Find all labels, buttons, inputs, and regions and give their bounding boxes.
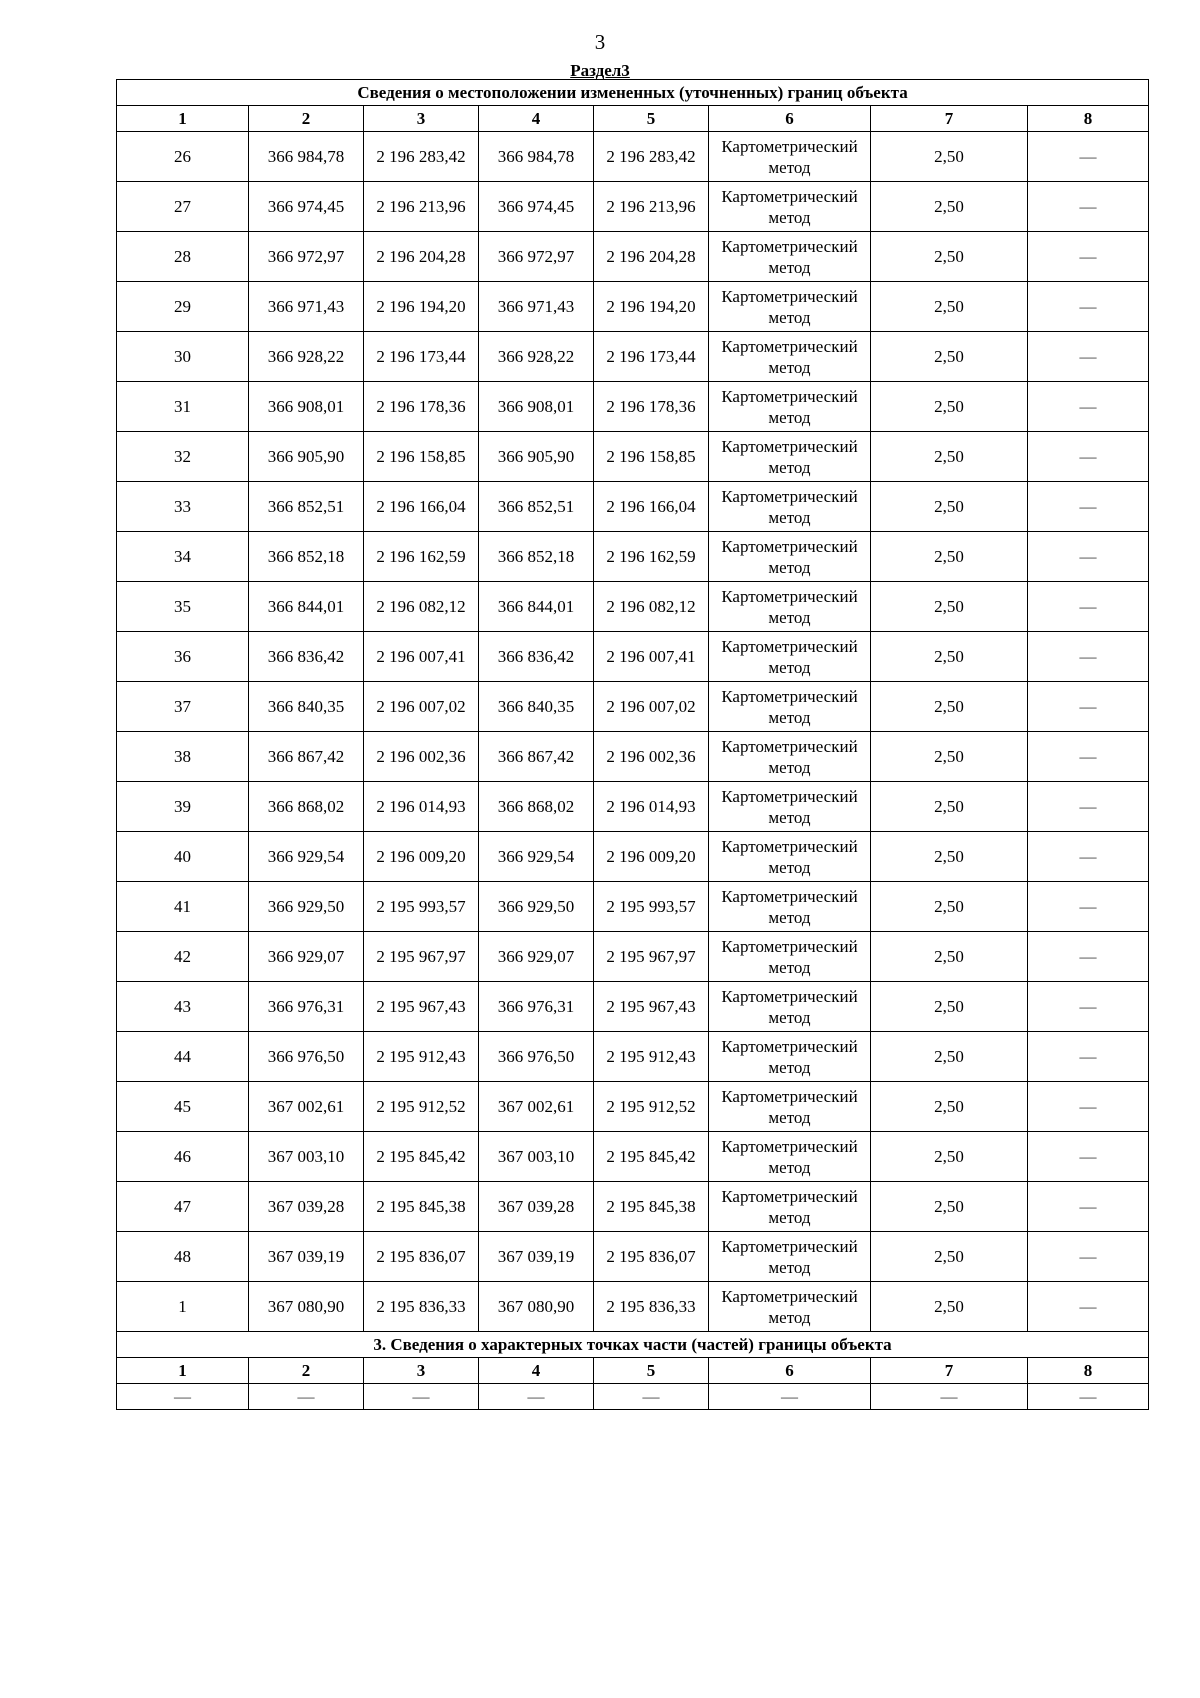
table-cell-col5: 2 195 993,57 [594,882,709,932]
table-cell-col8: — [1028,1384,1149,1410]
table-cell-col1: 33 [117,482,249,532]
table-cell-col6: Картометрический метод [709,1232,871,1282]
table-cell-col2: 366 971,43 [249,282,364,332]
table-cell-col4: 366 868,02 [479,782,594,832]
table-cell-col5: 2 195 912,52 [594,1082,709,1132]
table-cell-col8: — [1028,582,1149,632]
table-cell-col5: 2 196 082,12 [594,582,709,632]
table-cell-col6: Картометрический метод [709,832,871,882]
table-cell-col2: 366 908,01 [249,382,364,432]
table-cell-col3: 2 195 912,52 [364,1082,479,1132]
table-cell-col4: 4 [479,106,594,132]
table-row [117,1032,1149,1082]
table-cell-col4: 367 003,10 [479,1132,594,1182]
table-cell-col6: Картометрический метод [709,1082,871,1132]
table-cell-col4: 366 971,43 [479,282,594,332]
table-cell-col1: 40 [117,832,249,882]
table-cell-col1: 37 [117,682,249,732]
table-cell-col4: 366 929,07 [479,932,594,982]
table-cell-col4: 366 908,01 [479,382,594,432]
table-cell-col1: 48 [117,1232,249,1282]
table-cell-col3: 2 196 213,96 [364,182,479,232]
table-cell-col2: 366 840,35 [249,682,364,732]
table-cell-col8: — [1028,132,1149,182]
table-cell-col5: 2 195 836,33 [594,1282,709,1332]
table-cell-col2: 366 929,50 [249,882,364,932]
table-cell-col8: — [1028,182,1149,232]
table2-column-numbers-row [117,1358,1149,1384]
table-cell-col8: — [1028,532,1149,582]
table-cell-col7: 2,50 [871,182,1028,232]
table-cell-col1: 32 [117,432,249,482]
table-cell-col2: 366 905,90 [249,432,364,482]
table-row [117,1182,1149,1232]
table-cell-col3: 2 196 194,20 [364,282,479,332]
table-cell-col8: — [1028,1032,1149,1082]
table-cell-col3: 2 195 912,43 [364,1032,479,1082]
table-row [117,1384,1149,1410]
table-row [117,632,1149,682]
table-cell-col7: 2,50 [871,382,1028,432]
table-cell-col1: 46 [117,1132,249,1182]
table-cell-col2: 366 929,07 [249,932,364,982]
table1-caption-row [117,80,1149,106]
table-cell-col2: 366 852,51 [249,482,364,532]
table-cell-col4: 366 974,45 [479,182,594,232]
table-cell-col5: 5 [594,106,709,132]
table-cell-col6: Картометрический метод [709,1282,871,1332]
table-cell-col5: — [594,1384,709,1410]
section-title: Раздел3 [570,61,630,80]
table-cell-col4: 366 929,54 [479,832,594,882]
table-cell-col5: 2 195 912,43 [594,1032,709,1082]
table-cell-col8: — [1028,1232,1149,1282]
table-cell-col4: 366 852,51 [479,482,594,532]
table-cell-col3: 2 195 836,33 [364,1282,479,1332]
table-cell-col4: 367 039,28 [479,1182,594,1232]
table-cell-col6: Картометрический метод [709,532,871,582]
table-cell-col1: 42 [117,932,249,982]
table-cell-col1: 29 [117,282,249,332]
table-row [117,932,1149,982]
table-row [117,132,1149,182]
table-cell-col5: 2 196 007,41 [594,632,709,682]
table-cell-col3: 2 195 993,57 [364,882,479,932]
table-cell-col6: Картометрический метод [709,332,871,382]
table2-caption-row [117,1332,1149,1358]
table-cell-col2: 366 868,02 [249,782,364,832]
table-cell-col5: 2 195 845,42 [594,1132,709,1182]
table-row [117,732,1149,782]
table-cell-col1: 43 [117,982,249,1032]
table-cell-col8: — [1028,882,1149,932]
table-cell-col8: — [1028,832,1149,882]
table-cell-col1: 34 [117,532,249,582]
table-cell-col5: 2 196 007,02 [594,682,709,732]
table-cell-col6: — [709,1384,871,1410]
table-cell-col6: Картометрический метод [709,1182,871,1232]
table-cell-col2: 366 836,42 [249,632,364,682]
table-row [117,1082,1149,1132]
table-cell-col5: 2 195 836,07 [594,1232,709,1282]
table-cell-col7: 2,50 [871,282,1028,332]
table-cell-col4: 366 905,90 [479,432,594,482]
table-row [117,982,1149,1032]
table-cell-col1: 45 [117,1082,249,1132]
table-cell-col4: 366 844,01 [479,582,594,632]
table-row [117,882,1149,932]
table-cell-col4: 366 972,97 [479,232,594,282]
table-cell-col5: 2 196 009,20 [594,832,709,882]
table-cell-col5: 2 196 158,85 [594,432,709,482]
table-cell-col1: 28 [117,232,249,282]
table-row [117,1132,1149,1182]
table-cell-col7: 2,50 [871,1132,1028,1182]
table1-column-numbers-row [117,106,1149,132]
table-cell-col8: — [1028,982,1149,1032]
table-cell-col4: 366 984,78 [479,132,594,182]
table-cell-col5: 2 196 002,36 [594,732,709,782]
table-row [117,482,1149,532]
table-cell-col3: 2 196 014,93 [364,782,479,832]
table-cell-col3: 2 195 845,42 [364,1132,479,1182]
table-cell-col4: 367 002,61 [479,1082,594,1132]
table-cell-col2: 366 867,42 [249,732,364,782]
table-cell-col3: 2 196 009,20 [364,832,479,882]
table-cell-col1: 31 [117,382,249,432]
table-cell-col6: Картометрический метод [709,732,871,782]
table-cell-col2: 367 039,28 [249,1182,364,1232]
table-cell-col8: — [1028,1082,1149,1132]
table-cell-col3: 2 196 166,04 [364,482,479,532]
table-cell-col4: 366 852,18 [479,532,594,582]
table-cell-col7: 7 [871,106,1028,132]
table-cell-col2: 366 972,97 [249,232,364,282]
table-row [117,782,1149,832]
table-cell-col1: 41 [117,882,249,932]
table-cell-col1: 44 [117,1032,249,1082]
table-cell-col8: — [1028,282,1149,332]
table-row [117,532,1149,582]
table-cell-col2: 366 984,78 [249,132,364,182]
table-cell-col2: 2 [249,106,364,132]
table-cell-col5: 2 196 178,36 [594,382,709,432]
table-cell-col2: 367 003,10 [249,1132,364,1182]
table-cell-col6: Картометрический метод [709,132,871,182]
table-cell-col6: Картометрический метод [709,982,871,1032]
table-row [117,582,1149,632]
table-cell-col7: 2,50 [871,1282,1028,1332]
table-cell-col6: Картометрический метод [709,632,871,682]
table2-caption: 3. Сведения о характерных точках части (частей) границы объекта [117,1332,1149,1358]
table-cell-col2: 367 039,19 [249,1232,364,1282]
table-cell-col1: 38 [117,732,249,782]
table-cell-col7: 2,50 [871,582,1028,632]
table-cell-col6: Картометрический метод [709,932,871,982]
table-cell-col6: Картометрический метод [709,882,871,932]
table-cell-col5: 2 196 194,20 [594,282,709,332]
table-cell-col1: 30 [117,332,249,382]
table-cell-col3: 2 196 007,41 [364,632,479,682]
table-cell-col3: 2 196 204,28 [364,232,479,282]
table-cell-col5: 2 196 014,93 [594,782,709,832]
table-cell-col7: 2,50 [871,482,1028,532]
table-cell-col8: — [1028,1182,1149,1232]
table-cell-col8: — [1028,732,1149,782]
table-cell-col3: 2 196 007,02 [364,682,479,732]
table-cell-col6: Картометрический метод [709,782,871,832]
table-cell-col2: 366 844,01 [249,582,364,632]
table-cell-col6: 6 [709,1358,871,1384]
table-cell-col2: — [249,1384,364,1410]
table-cell-col2: 366 852,18 [249,532,364,582]
table-cell-col8: — [1028,1132,1149,1182]
table-row [117,232,1149,282]
table-cell-col5: 2 196 166,04 [594,482,709,532]
coordinates-table-body [117,80,1149,1410]
table-cell-col5: 2 196 204,28 [594,232,709,282]
table-cell-col8: 8 [1028,1358,1149,1384]
table-cell-col7: 2,50 [871,432,1028,482]
table-cell-col6: 6 [709,106,871,132]
table-cell-col6: Картометрический метод [709,682,871,732]
table-row [117,832,1149,882]
table-cell-col7: 2,50 [871,882,1028,932]
table-cell-col7: 2,50 [871,932,1028,982]
table-row [117,182,1149,232]
table-cell-col4: 367 039,19 [479,1232,594,1282]
table-cell-col2: 366 928,22 [249,332,364,382]
table-cell-col5: 2 196 213,96 [594,182,709,232]
table-cell-col1: 36 [117,632,249,682]
table-cell-col4: 366 928,22 [479,332,594,382]
table-cell-col2: 367 080,90 [249,1282,364,1332]
table-cell-col1: 1 [117,1358,249,1384]
table-cell-col6: Картометрический метод [709,1032,871,1082]
table-cell-col3: 2 196 158,85 [364,432,479,482]
table-row [117,1232,1149,1282]
table-cell-col1: 35 [117,582,249,632]
table-cell-col5: 2 195 845,38 [594,1182,709,1232]
table-cell-col7: 2,50 [871,1232,1028,1282]
table-cell-col7: 2,50 [871,682,1028,732]
table-cell-col3: 2 196 162,59 [364,532,479,582]
table-cell-col3: 2 195 845,38 [364,1182,479,1232]
table-cell-col4: 367 080,90 [479,1282,594,1332]
table-cell-col2: 2 [249,1358,364,1384]
table-cell-col7: 2,50 [871,982,1028,1032]
table-cell-col2: 366 974,45 [249,182,364,232]
table-cell-col8: — [1028,232,1149,282]
table-cell-col6: Картометрический метод [709,432,871,482]
table-cell-col3: 2 196 002,36 [364,732,479,782]
table-cell-col3: 2 195 967,97 [364,932,479,982]
table-cell-col7: 7 [871,1358,1028,1384]
table-cell-col1: 26 [117,132,249,182]
table-cell-col4: 366 976,50 [479,1032,594,1082]
table-cell-col4: 366 929,50 [479,882,594,932]
table-cell-col4: 4 [479,1358,594,1384]
table1-caption: Сведения о местоположении измененных (уточненных) границ объекта [117,80,1149,106]
table-cell-col7: 2,50 [871,332,1028,382]
table-cell-col8: — [1028,482,1149,532]
table-cell-col2: 366 976,50 [249,1032,364,1082]
table-row [117,332,1149,382]
table-cell-col4: 366 840,35 [479,682,594,732]
table-cell-col3: 2 196 178,36 [364,382,479,432]
table-cell-col3: 2 195 967,43 [364,982,479,1032]
table-cell-col2: 366 976,31 [249,982,364,1032]
table-row [117,432,1149,482]
table-cell-col2: 366 929,54 [249,832,364,882]
table-cell-col6: Картометрический метод [709,232,871,282]
table-cell-col7: 2,50 [871,632,1028,682]
table-cell-col3: 3 [364,106,479,132]
table-cell-col4: — [479,1384,594,1410]
table-cell-col2: 367 002,61 [249,1082,364,1132]
table-cell-col7: 2,50 [871,1182,1028,1232]
table-row [117,382,1149,432]
table-cell-col1: — [117,1384,249,1410]
table-cell-col5: 2 196 173,44 [594,332,709,382]
table-cell-col6: Картометрический метод [709,282,871,332]
page-number: 3 [594,30,606,54]
table-cell-col8: — [1028,782,1149,832]
table-cell-col7: 2,50 [871,232,1028,282]
table-row [117,682,1149,732]
table-cell-col3: 2 196 283,42 [364,132,479,182]
table-cell-col1: 1 [117,1282,249,1332]
table-cell-col3: 2 196 082,12 [364,582,479,632]
table-cell-col6: Картометрический метод [709,582,871,632]
table-cell-col7: 2,50 [871,532,1028,582]
table-cell-col7: 2,50 [871,132,1028,182]
table-cell-col6: Картометрический метод [709,182,871,232]
table-cell-col5: 2 196 283,42 [594,132,709,182]
table-cell-col5: 2 195 967,97 [594,932,709,982]
table-cell-col7: 2,50 [871,732,1028,782]
table-cell-col3: 2 195 836,07 [364,1232,479,1282]
table-cell-col3: — [364,1384,479,1410]
table-cell-col6: Картометрический метод [709,1132,871,1182]
table-cell-col4: 366 867,42 [479,732,594,782]
table-cell-col1: 1 [117,106,249,132]
table-cell-col4: 366 976,31 [479,982,594,1032]
table-cell-col1: 47 [117,1182,249,1232]
table-cell-col8: — [1028,332,1149,382]
table-cell-col8: — [1028,432,1149,482]
table-cell-col7: 2,50 [871,832,1028,882]
table-cell-col5: 5 [594,1358,709,1384]
table-cell-col8: — [1028,632,1149,682]
table-row [117,282,1149,332]
table-cell-col6: Картометрический метод [709,482,871,532]
table-cell-col7: 2,50 [871,1032,1028,1082]
table-cell-col6: Картометрический метод [709,382,871,432]
table-cell-col7: 2,50 [871,782,1028,832]
table-cell-col3: 3 [364,1358,479,1384]
table-cell-col8: — [1028,1282,1149,1332]
table-cell-col8: — [1028,682,1149,732]
table-cell-col7: — [871,1384,1028,1410]
table-cell-col8: — [1028,932,1149,982]
table-cell-col1: 27 [117,182,249,232]
coordinates-table [116,79,1149,1410]
table-cell-col4: 366 836,42 [479,632,594,682]
table-cell-col8: 8 [1028,106,1149,132]
table-row [117,1282,1149,1332]
table-cell-col3: 2 196 173,44 [364,332,479,382]
table-cell-col5: 2 196 162,59 [594,532,709,582]
table-cell-col8: — [1028,382,1149,432]
table-cell-col7: 2,50 [871,1082,1028,1132]
table-cell-col1: 39 [117,782,249,832]
table-cell-col5: 2 195 967,43 [594,982,709,1032]
